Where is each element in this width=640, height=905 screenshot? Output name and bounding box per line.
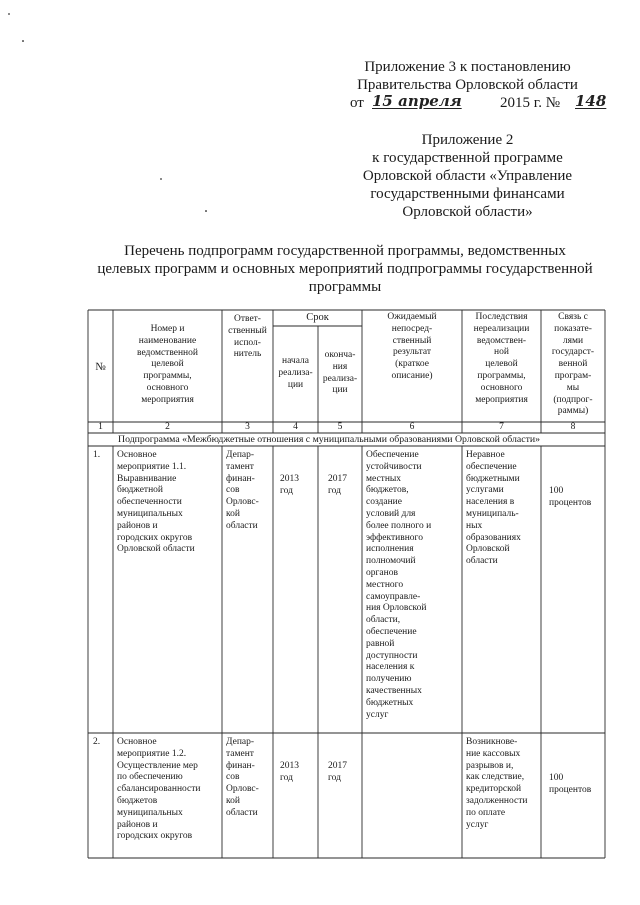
header-link-line: програм- — [554, 370, 592, 381]
row2-consequence-line: как следствие, — [466, 772, 525, 783]
header-result — [362, 312, 462, 383]
header-result-line: непосред- — [391, 323, 433, 334]
row1-link-value: 100 — [549, 486, 564, 496]
header-period: Срок — [306, 312, 329, 323]
row1-result-line: местного — [366, 579, 404, 590]
row1-name — [117, 450, 221, 556]
row2-name-line: муниципальных — [117, 807, 183, 818]
header-number: № — [95, 361, 106, 373]
row2-name-line: мероприятие 1.2. — [117, 748, 187, 759]
row2-consequence — [466, 737, 540, 831]
appendix2-line4: государственными финансами — [370, 186, 565, 202]
appendix2-line2: к государственной программе — [372, 150, 563, 166]
row2-consequence-line: кредиторской — [466, 784, 522, 795]
row2-executor-line: финан- — [226, 760, 255, 771]
header-result-line: результат — [392, 347, 432, 358]
row2-name-line: Осуществление мер — [117, 760, 198, 771]
row2-consequence-line: ние кассовых — [466, 748, 521, 759]
header-start-line: реализа- — [278, 367, 313, 378]
row1-result-line: условий для — [366, 508, 416, 519]
header-name-line: программы, — [143, 371, 192, 382]
row2-executor — [226, 737, 272, 820]
row1-result-line: эффективного — [366, 532, 423, 543]
row2-start-unit: год — [280, 772, 293, 783]
column-number-4: 4 — [293, 422, 298, 432]
row1-consequence-line: населения в — [466, 497, 515, 508]
header-end-line: реализа- — [322, 373, 358, 384]
row1-result-line: полномочий — [366, 556, 416, 567]
row1-consequence — [466, 450, 540, 568]
row1-result-line: самоуправле- — [366, 591, 421, 602]
header-consequence-line: Последствия — [475, 312, 528, 322]
column-number-3: 3 — [245, 422, 250, 432]
header-consequence — [462, 312, 541, 406]
row2-number: 2. — [93, 737, 101, 747]
header-end-line: ции — [332, 385, 348, 396]
row1-executor-line: сов — [226, 485, 240, 496]
row2-name — [117, 737, 221, 843]
row1-result-line: ния Орловской — [366, 603, 427, 614]
row1-consequence-line: области — [466, 556, 498, 567]
header-executor-line: испол- — [234, 337, 261, 348]
header-link-line: Связь с — [558, 312, 588, 322]
header-consequence-line: основного — [480, 382, 523, 393]
row1-consequence-line: услугами — [466, 485, 504, 496]
row1-result-line: Обеспечение — [366, 450, 419, 460]
row1-executor-line: тамент — [226, 461, 254, 472]
row1-result-line: доступности — [366, 650, 418, 661]
row1-executor-line: Орловс- — [226, 497, 259, 508]
header-name-line: целевой — [151, 359, 184, 370]
row2-consequence-line: задолженности — [466, 795, 528, 806]
row2-consequence-line: по оплате — [466, 807, 506, 818]
header-consequence-line: ведомствен- — [476, 335, 527, 346]
header-executor — [222, 314, 273, 361]
column-number-8: 8 — [570, 422, 576, 432]
header-consequence-line: ной — [494, 347, 509, 358]
header-link-line: мы — [566, 382, 580, 393]
header-link-line: лями — [562, 335, 584, 346]
header-name-line: Номер и — [150, 324, 185, 334]
row1-name-line: городских округов — [117, 532, 193, 543]
header-executor-line: Ответ- — [234, 314, 261, 324]
year-number: 2015 г. № — [500, 95, 561, 111]
row1-name-line: муниципальных — [117, 508, 183, 519]
header-consequence-line: нереализации — [473, 323, 530, 334]
row2-link-unit: процентов — [549, 784, 592, 795]
header-result-line: описание) — [391, 370, 433, 381]
row1-link-unit: процентов — [549, 497, 592, 508]
row1-end-year: 2017 — [328, 474, 347, 484]
row1-name-line: обеспеченности — [117, 497, 182, 508]
handwritten-number: 148 — [575, 92, 607, 110]
header-end-line: ния — [332, 361, 348, 372]
appendix2-line3: Орловской области «Управление — [362, 168, 573, 184]
header-link — [541, 312, 605, 418]
row1-start-unit: год — [280, 485, 293, 496]
appendix3-line2: Правительства Орловской области — [357, 77, 578, 93]
row1-end — [328, 474, 361, 498]
row1-name-line: Орловской области — [117, 544, 195, 555]
row1-end-unit: год — [328, 485, 341, 496]
row1-consequence-line: Неравное — [466, 450, 505, 460]
row1-consequence-line: образованиях — [466, 532, 521, 543]
row1-start-year: 2013 — [280, 474, 299, 484]
row2-consequence-line: разрывов и, — [466, 760, 514, 771]
header-link-line: (подпрог- — [553, 394, 593, 405]
column-number-5: 5 — [337, 422, 343, 432]
row1-result-line: услуг — [366, 709, 389, 720]
row1-consequence-line: бюджетными — [466, 473, 520, 484]
appendix2-line1: Приложение 2 — [421, 132, 514, 148]
appendix2-line5: Орловской области» — [402, 204, 533, 220]
subprogram-title: Подпрограмма «Межбюджетные отношения с муниципальными образованиями Орловской области» — [118, 434, 541, 445]
row1-result-line: местных — [366, 473, 402, 484]
row1-result-line: качественных — [366, 685, 422, 696]
date-prefix: от — [350, 95, 364, 111]
row2-start-year: 2013 — [280, 761, 299, 771]
row2-executor-line: Орловс- — [226, 784, 259, 795]
handwritten-date: 15 апреля — [372, 92, 462, 110]
row2-end-unit: год — [328, 772, 341, 783]
header-consequence-line: мероприятия — [475, 394, 528, 405]
header-consequence-line: программы, — [477, 370, 526, 381]
header-link-line: раммы) — [557, 406, 589, 417]
row2-name-line: по обеспечению — [117, 772, 183, 783]
row1-link — [549, 486, 604, 510]
row1-executor — [226, 450, 272, 533]
header-start-line: начала — [282, 356, 309, 366]
header-end — [318, 350, 362, 397]
header-consequence-line: целевой — [485, 359, 518, 370]
row1-result-line: населения к — [366, 662, 415, 673]
document-title-line3: программы — [308, 279, 382, 295]
row2-link — [549, 773, 604, 797]
row1-consequence-line: Орловской — [466, 544, 510, 555]
header-result-line: (краткое — [395, 359, 429, 370]
header-end-line: оконча- — [324, 350, 356, 360]
row2-consequence-line: Возникнове- — [466, 737, 518, 747]
row1-executor-line: кой — [226, 508, 240, 519]
row1-name-line: Основное — [117, 450, 157, 460]
row1-result-line: создание — [366, 497, 402, 508]
row2-executor-line: сов — [226, 772, 240, 783]
row1-start — [280, 474, 316, 498]
row1-result-line: получению — [366, 674, 412, 685]
row2-end — [328, 761, 361, 785]
row1-result-line: обеспечение — [366, 626, 417, 637]
row1-result-line: более полного и — [366, 520, 432, 531]
column-number-6: 6 — [409, 422, 415, 432]
document-title-line2: целевых программ и основных мероприятий подпрограммы государственной — [97, 261, 593, 277]
header-link-line: показате- — [554, 323, 592, 334]
header-executor-line: нитель — [233, 349, 262, 360]
row1-number: 1. — [93, 450, 101, 460]
row1-executor-line: финан- — [226, 473, 255, 484]
row1-consequence-line: муниципаль- — [466, 508, 519, 519]
row1-result-line: равной — [366, 638, 395, 649]
row1-result-line: устойчивости — [366, 461, 422, 472]
row1-name-line: бюджетной — [117, 485, 164, 496]
row1-consequence-line: ных — [466, 520, 483, 531]
document-title-line1: Перечень подпрограмм государственной программы, ведомственных — [124, 243, 566, 259]
header-link-line: государст- — [551, 347, 595, 358]
row2-consequence-line: услуг — [466, 819, 489, 830]
row1-name-line: мероприятие 1.1. — [117, 461, 187, 472]
row2-executor-line: Депар- — [226, 737, 255, 747]
header-name-line: наименование — [138, 335, 197, 346]
header-name-line: мероприятия — [141, 394, 194, 405]
header-result-line: ственный — [392, 335, 432, 346]
row2-start — [280, 761, 316, 785]
row1-executor-line: Депар- — [226, 450, 255, 460]
header-result-line: Ожидаемый — [387, 312, 437, 322]
row1-consequence-line: обеспечение — [466, 461, 517, 472]
column-number-2: 2 — [165, 422, 170, 432]
row1-result-line: бюджетов, — [366, 485, 409, 496]
row2-link-value: 100 — [549, 773, 564, 783]
row1-result-line: области, — [366, 615, 401, 626]
appendix3-line1: Приложение 3 к постановлению — [364, 59, 571, 75]
row1-result-line: органов — [366, 567, 398, 578]
row1-result — [366, 450, 461, 721]
header-name-line: основного — [146, 382, 189, 393]
row2-name-line: районов и — [117, 819, 158, 830]
header-start — [273, 356, 318, 391]
column-number-1: 1 — [98, 422, 103, 432]
row2-name-line: бюджетов — [117, 795, 158, 806]
row2-executor-line: кой — [226, 795, 240, 806]
row2-name-line: городских округов — [117, 831, 193, 842]
column-number-7: 7 — [499, 422, 504, 432]
row1-name-line: районов и — [117, 520, 158, 531]
row1-name-line: Выравнивание — [117, 473, 177, 484]
row1-result-line: исполнения — [366, 544, 414, 555]
header-link-line: венной — [558, 359, 588, 370]
row2-executor-line: области — [226, 807, 258, 818]
row2-end-year: 2017 — [328, 761, 347, 771]
header-name-line: ведомственной — [137, 347, 198, 358]
header-name — [113, 324, 222, 407]
row2-executor-line: тамент — [226, 748, 254, 759]
header-executor-line: ственный — [228, 325, 267, 336]
row2-name-line: Основное — [117, 737, 157, 747]
header-start-line: ции — [287, 379, 304, 390]
row1-result-line: бюджетных — [366, 697, 414, 708]
row1-executor-line: области — [226, 520, 258, 531]
row2-name-line: сбалансированности — [117, 784, 201, 795]
